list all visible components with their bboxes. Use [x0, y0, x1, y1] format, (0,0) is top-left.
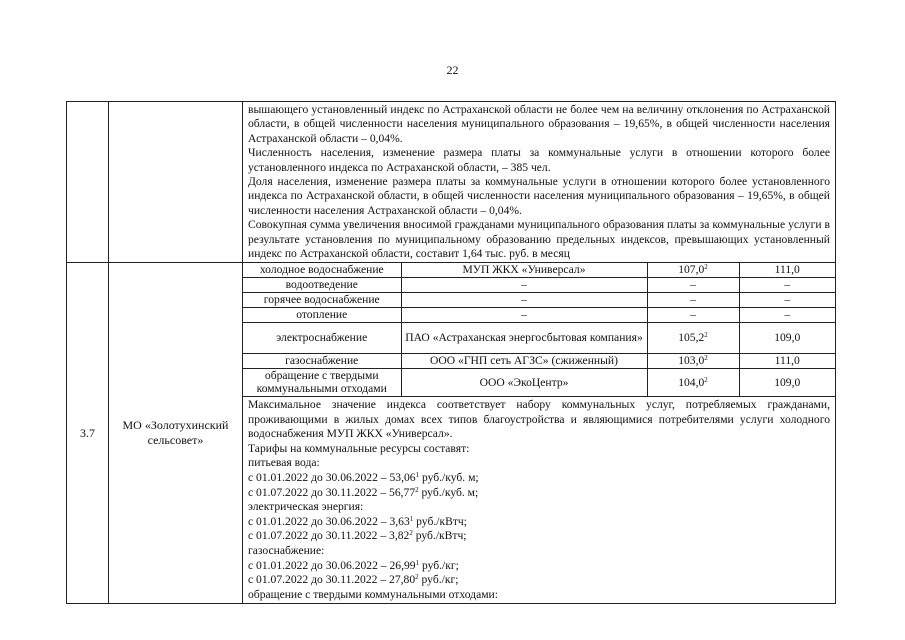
tariff-text: с 01.07.2022 до 30.11.2022 – 3,82	[248, 529, 410, 543]
description-cell	[243, 397, 836, 604]
footnote-marker: 2	[415, 485, 419, 494]
index-value-text: –	[690, 293, 696, 306]
service-name: водоотведение	[243, 277, 401, 292]
mo-cell-empty	[109, 102, 243, 263]
tariff-text: с 01.01.2022 до 30.06.2022 – 53,06	[248, 470, 416, 484]
tariff-line	[248, 500, 830, 515]
table-row-continuation	[67, 102, 836, 263]
service-index-value	[647, 263, 739, 277]
service-index-value	[647, 353, 739, 368]
service-provider: –	[401, 292, 647, 307]
tariff-line	[248, 471, 830, 486]
tariff-line	[248, 544, 830, 559]
service-name: газоснабжение	[243, 353, 401, 368]
footnote-marker: 2	[704, 263, 708, 272]
service-row	[243, 368, 835, 396]
tariff-line	[248, 588, 830, 603]
footnote-marker: 1	[415, 470, 420, 479]
tariff-text: с 01.07.2022 до 30.11.2022 – 56,77	[248, 485, 416, 499]
service-name: электроснабжение	[243, 322, 401, 353]
tariff-unit: руб./кг;	[419, 558, 459, 572]
tariff-text: питьевая вода:	[248, 456, 320, 470]
service-limit-value: 111,0	[739, 353, 835, 368]
continuation-text-cell	[243, 102, 836, 263]
service-limit-value: 111,0	[739, 263, 835, 277]
tariff-text: с 01.07.2022 до 30.11.2022 – 27,80	[248, 573, 416, 587]
service-row	[243, 353, 835, 368]
tariff-line	[248, 573, 830, 588]
tariff-text: с 01.01.2022 до 30.06.2022 – 3,63	[248, 514, 410, 528]
index-value-text: 107,0	[678, 263, 705, 277]
tariff-text: электрическая энергия:	[248, 500, 364, 514]
footnote-marker: 2	[704, 331, 708, 339]
footnote-marker: 2	[704, 375, 708, 384]
tariff-line	[248, 456, 830, 471]
index-value-text: –	[690, 278, 696, 291]
service-limit-value: 109,0	[739, 368, 835, 396]
tariff-list	[248, 456, 830, 602]
footnote-marker: 1	[415, 558, 420, 567]
footnote-marker: 1	[409, 514, 414, 523]
tariffs-title: Тарифы на коммунальные ресурсы составят:	[248, 441, 470, 455]
service-provider: ООО «ЭкоЦентр»	[401, 368, 647, 396]
paragraph-population-share: Доля населения, изменение размера платы за коммунальные услуги в отношении которого более установленного индекса по Астраханской области, в общей численности населения муниципального образования – 19,65%, в общей численности населения Астраханской области – 0,04%.	[248, 175, 830, 217]
municipal-index-table	[66, 101, 836, 604]
tariff-unit: руб./кВтч;	[412, 529, 467, 543]
max-index-description: Максимальное значение индекса соответствует набору коммунальных услуг, потребляемых гражданами, проживающими в жилых домах всех типов благоустройства и являющимися потребителями услуги холодного водоснабжения МУП ЖКХ «Универсал».	[248, 398, 830, 441]
service-row	[243, 292, 835, 307]
service-provider: –	[401, 307, 647, 322]
index-value-text: 105,2	[678, 331, 705, 344]
tariff-text: с 01.01.2022 до 30.06.2022 – 26,99	[248, 558, 416, 572]
service-limit-value: –	[739, 307, 835, 322]
tariff-line	[248, 529, 830, 544]
service-row	[243, 307, 835, 322]
service-limit-value: –	[739, 277, 835, 292]
service-name: отопление	[243, 307, 401, 322]
service-name: холодное водоснабжение	[243, 263, 401, 277]
number-cell-empty	[67, 102, 109, 263]
service-provider: ПАО «Астраханская энергосбытовая компания»	[401, 322, 647, 353]
service-provider: МУП ЖКХ «Универсал»	[401, 263, 647, 277]
service-name: горячее водоснабжение	[243, 292, 401, 307]
services-cell	[243, 263, 836, 397]
mo-name: МО «Золотухинский сельсовет»	[109, 263, 243, 604]
service-row	[243, 277, 835, 292]
index-value-text: 103,0	[678, 354, 705, 367]
paragraph-population-count: Численность населения, изменение размера платы за коммунальные услуги в отношении которого более установленного индекса по Астраханской области, – 385 чел.	[248, 146, 830, 174]
tariff-line	[248, 486, 830, 501]
paragraph-continuation: вышающего установленный индекс по Астраханской области не более чем на величину отклонения по Астраханской области, в общей численности населения муниципального образования – 19,65%, в общей численности населения Астраханской области – 0,04%.	[248, 103, 830, 145]
tariff-unit: руб./кВтч;	[413, 514, 467, 528]
service-row	[243, 263, 835, 277]
page-number: 22	[446, 63, 459, 77]
service-name: обращение с твердыми коммунальными отходами	[243, 368, 401, 396]
tariff-unit: руб./куб. м;	[418, 485, 479, 499]
table-row-3-7	[67, 263, 836, 397]
service-index-value	[647, 368, 739, 396]
tariff-text: газоснабжение:	[248, 543, 325, 557]
service-limit-value: 109,0	[739, 322, 835, 353]
footnote-marker: 2	[415, 573, 419, 582]
footnote-marker: 2	[409, 529, 413, 538]
tariff-text: обращение с твердыми коммунальными отходами:	[248, 587, 498, 601]
tariff-unit: руб./куб. м;	[419, 470, 479, 484]
service-index-value	[647, 307, 739, 322]
service-index-value	[647, 277, 739, 292]
row-number: 3.7	[67, 263, 109, 604]
service-limit-value: –	[739, 292, 835, 307]
index-value-text: –	[690, 308, 696, 321]
services-table	[243, 263, 835, 396]
tariff-line	[248, 559, 830, 574]
service-index-value	[647, 322, 739, 353]
index-value-text: 104,0	[678, 375, 705, 389]
service-provider: –	[401, 277, 647, 292]
paragraph-total-increase: Совокупная сумма увеличения вносимой гражданами муниципального образования платы за коммунальные услуги в результате установления по муниципальному образованию предельных индексов, превышающих установленный индекс по Астраханской области, составит 1,64 тыс. руб. в месяц	[248, 218, 830, 261]
service-row	[243, 322, 835, 353]
service-provider: ООО «ГНП сеть АГЗС» (сжиженный)	[401, 353, 647, 368]
tariff-line	[248, 515, 830, 530]
footnote-marker: 2	[704, 354, 708, 362]
service-index-value	[647, 292, 739, 307]
tariff-unit: руб./кг;	[418, 573, 459, 587]
